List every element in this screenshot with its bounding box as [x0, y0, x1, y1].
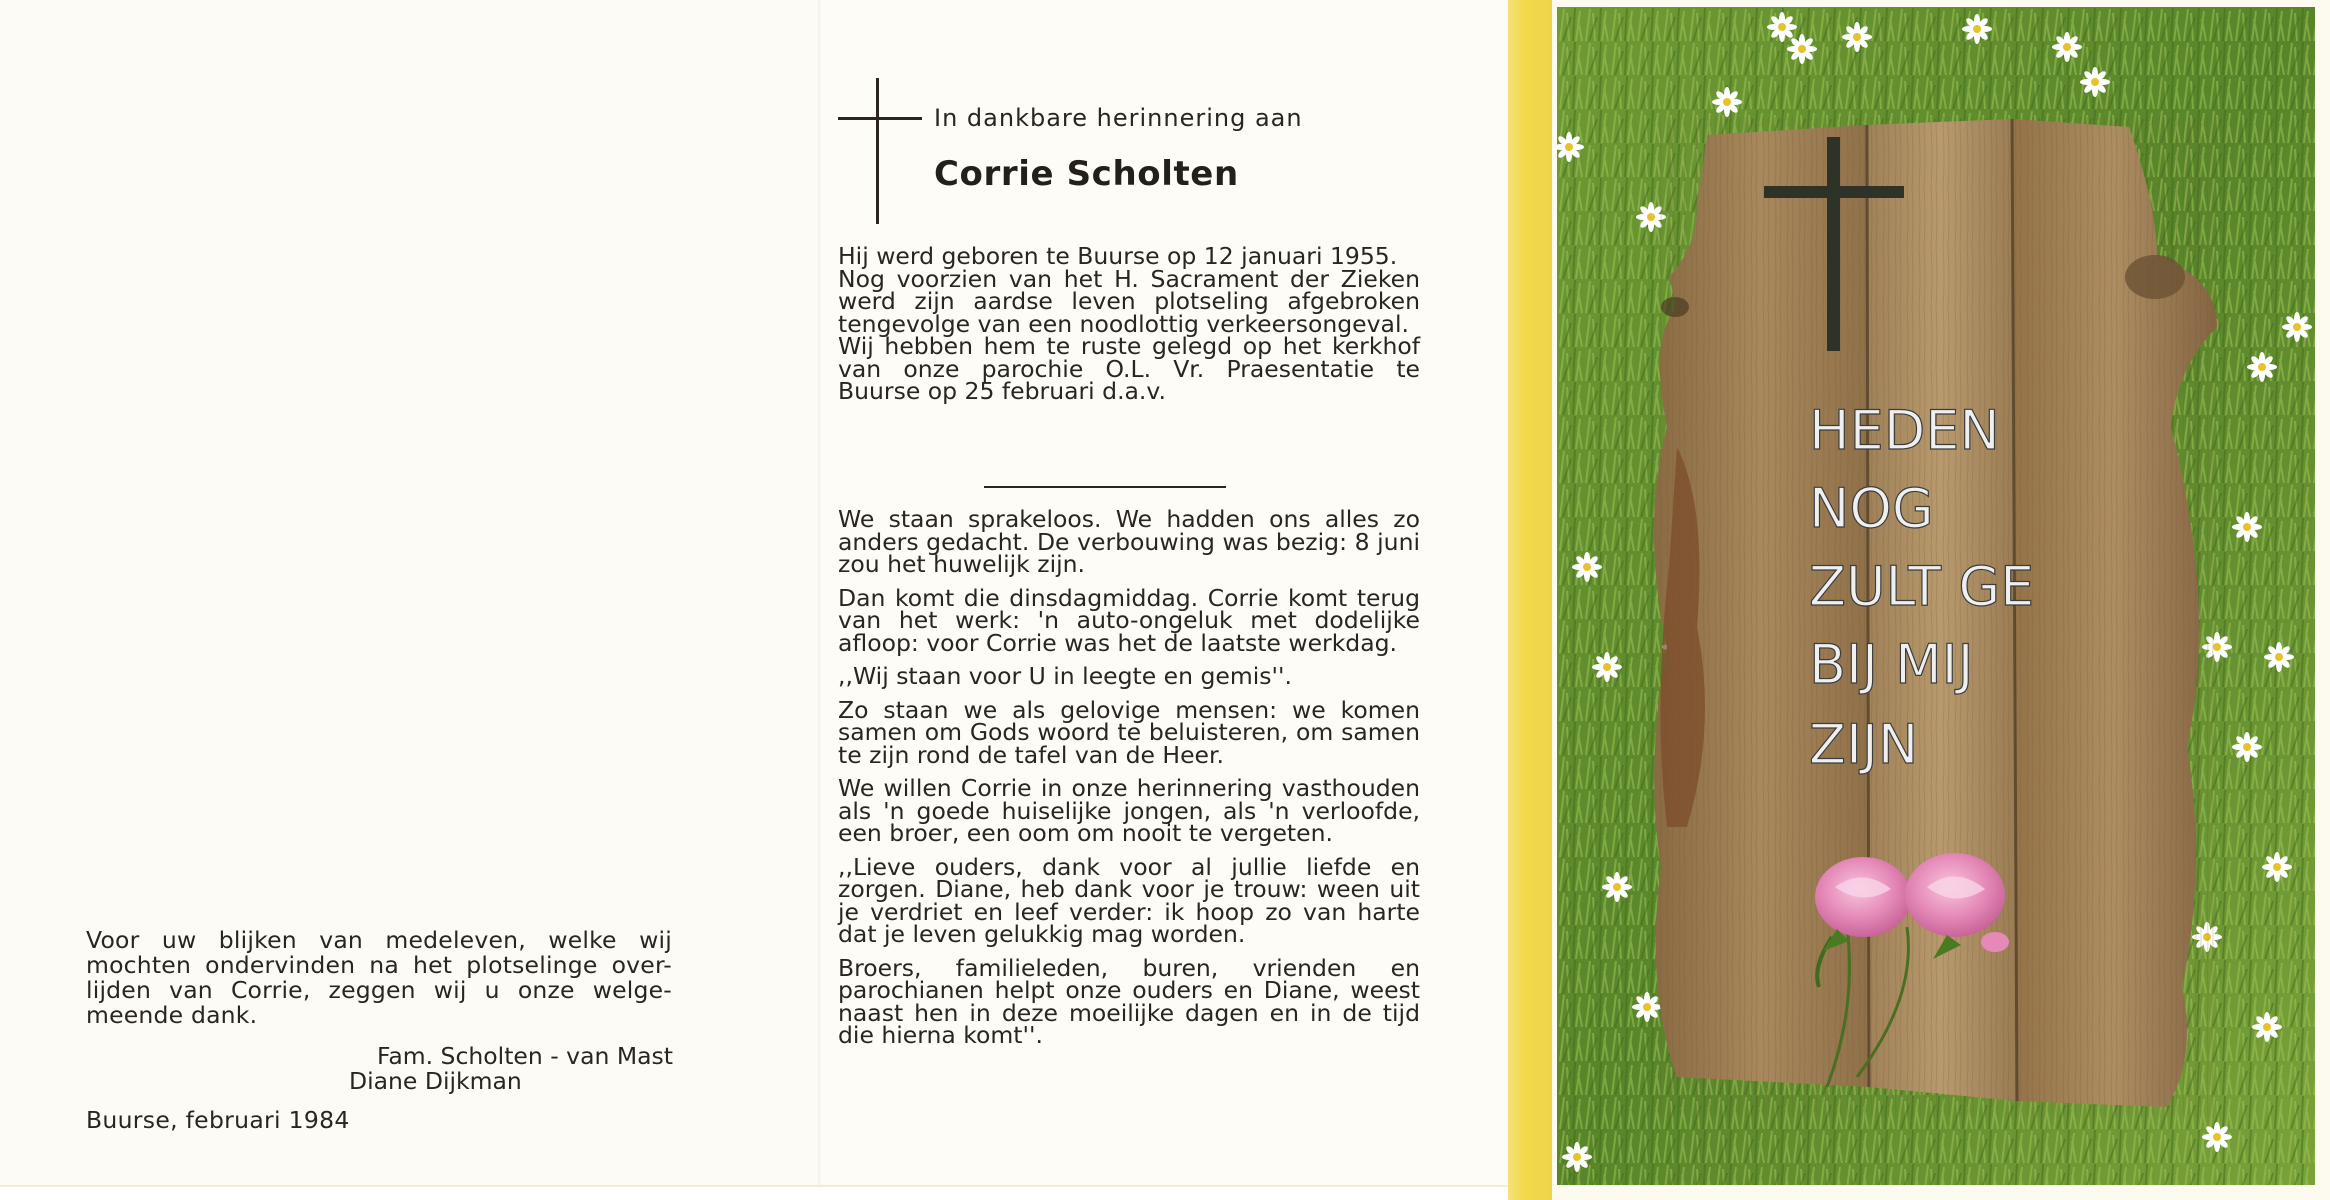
thanks-message [86, 928, 672, 1028]
bio-paragraph: Wij hebben hem te ruste gelegd op het kerkhof van onze parochie O.L. Vr. Praesentatie te Buurse op 25 februari d.a.v. [838, 332, 1420, 405]
thanks-line: mochten ondervinden na het plotselinge over- [86, 951, 672, 979]
deceased-name: Corrie Scholten [934, 154, 1239, 194]
signature-fiancee: Diane Dijkman [349, 1067, 522, 1095]
signature-family: Fam. Scholten - van Mast [376, 1042, 673, 1070]
plank-word: HEDEN [1809, 399, 2000, 462]
plank-word: BIJ MIJ [1809, 633, 1974, 696]
bio-paragraph: Nog voorzien van het H. Sacrament der Zieken werd zijn aardse leven plotseling afgebroken tengevolge van een noodlottig verkeersongeval. [838, 264, 1420, 338]
section-divider [984, 486, 1226, 488]
thanks-line: Voor uw blijken van medeleven, welke wij [86, 926, 672, 954]
cross-icon-bar [838, 117, 922, 120]
text-paragraph: Broers, familieleden, buren, vrienden en parochianen helpt onze ouders en Diane, weest naast hen in deze moeilijke dagen en in de tijd die hierna komt''. [838, 953, 1420, 1049]
text-paragraph: ,,Wij staan voor U in leegte en gemis''. [838, 662, 1292, 690]
bio-paragraph: Hij werd geboren te Buurse op 12 januari 1955. [838, 242, 1398, 270]
thanks-line: meende dank. [86, 1001, 258, 1029]
memorial-text [838, 505, 1420, 1058]
text-paragraph: We willen Corrie in onze herinnering vasthouden als 'n goede huiselijke jongen, als 'n verloofde, een broer, een oom om nooit te vergeten. [838, 774, 1420, 847]
place-date: Buurse, februari 1984 [86, 1106, 350, 1134]
thanks-line: lijden van Corrie, zeggen wij u onze welge- [86, 976, 672, 1004]
plank-word: ZIJN [1809, 713, 1919, 776]
biography [838, 242, 1420, 405]
text-paragraph: Dan komt die dinsdagmiddag. Corrie komt terug van het werk: 'n auto-ongeluk met dodelijke afloop: voor Corrie was het de laatste werkdag. [838, 583, 1420, 657]
text-paragraph: ,,Lieve ouders, dank voor al jullie liefde en zorgen. Diane, heb dank voor je trouw: ween uit je verdriet en leef verder: ik hoop zo van harte dat je leven gelukkig mag worden. [838, 852, 1420, 948]
text-paragraph: Zo staan we als gelovige mensen: we komen samen om Gods woord te beluisteren, om samen te zijn rond de tafel van de Heer. [838, 695, 1420, 769]
scan-bottom-edge [0, 1185, 1515, 1200]
plank-word: NOG [1809, 477, 1934, 540]
yellow-edge-strip [1508, 0, 1552, 1200]
plank-word: ZULT GE [1809, 555, 2035, 618]
memorial-heading: In dankbare herinnering aan [934, 104, 1303, 132]
card-fold [818, 0, 821, 1185]
memorial-photo [1557, 7, 2315, 1185]
text-paragraph: We staan sprakeloos. We hadden ons alles zo anders gedacht. De verbouwing was bezig: 8 juni zou het huwelijk zijn. [838, 505, 1420, 578]
cross-icon [876, 78, 879, 224]
